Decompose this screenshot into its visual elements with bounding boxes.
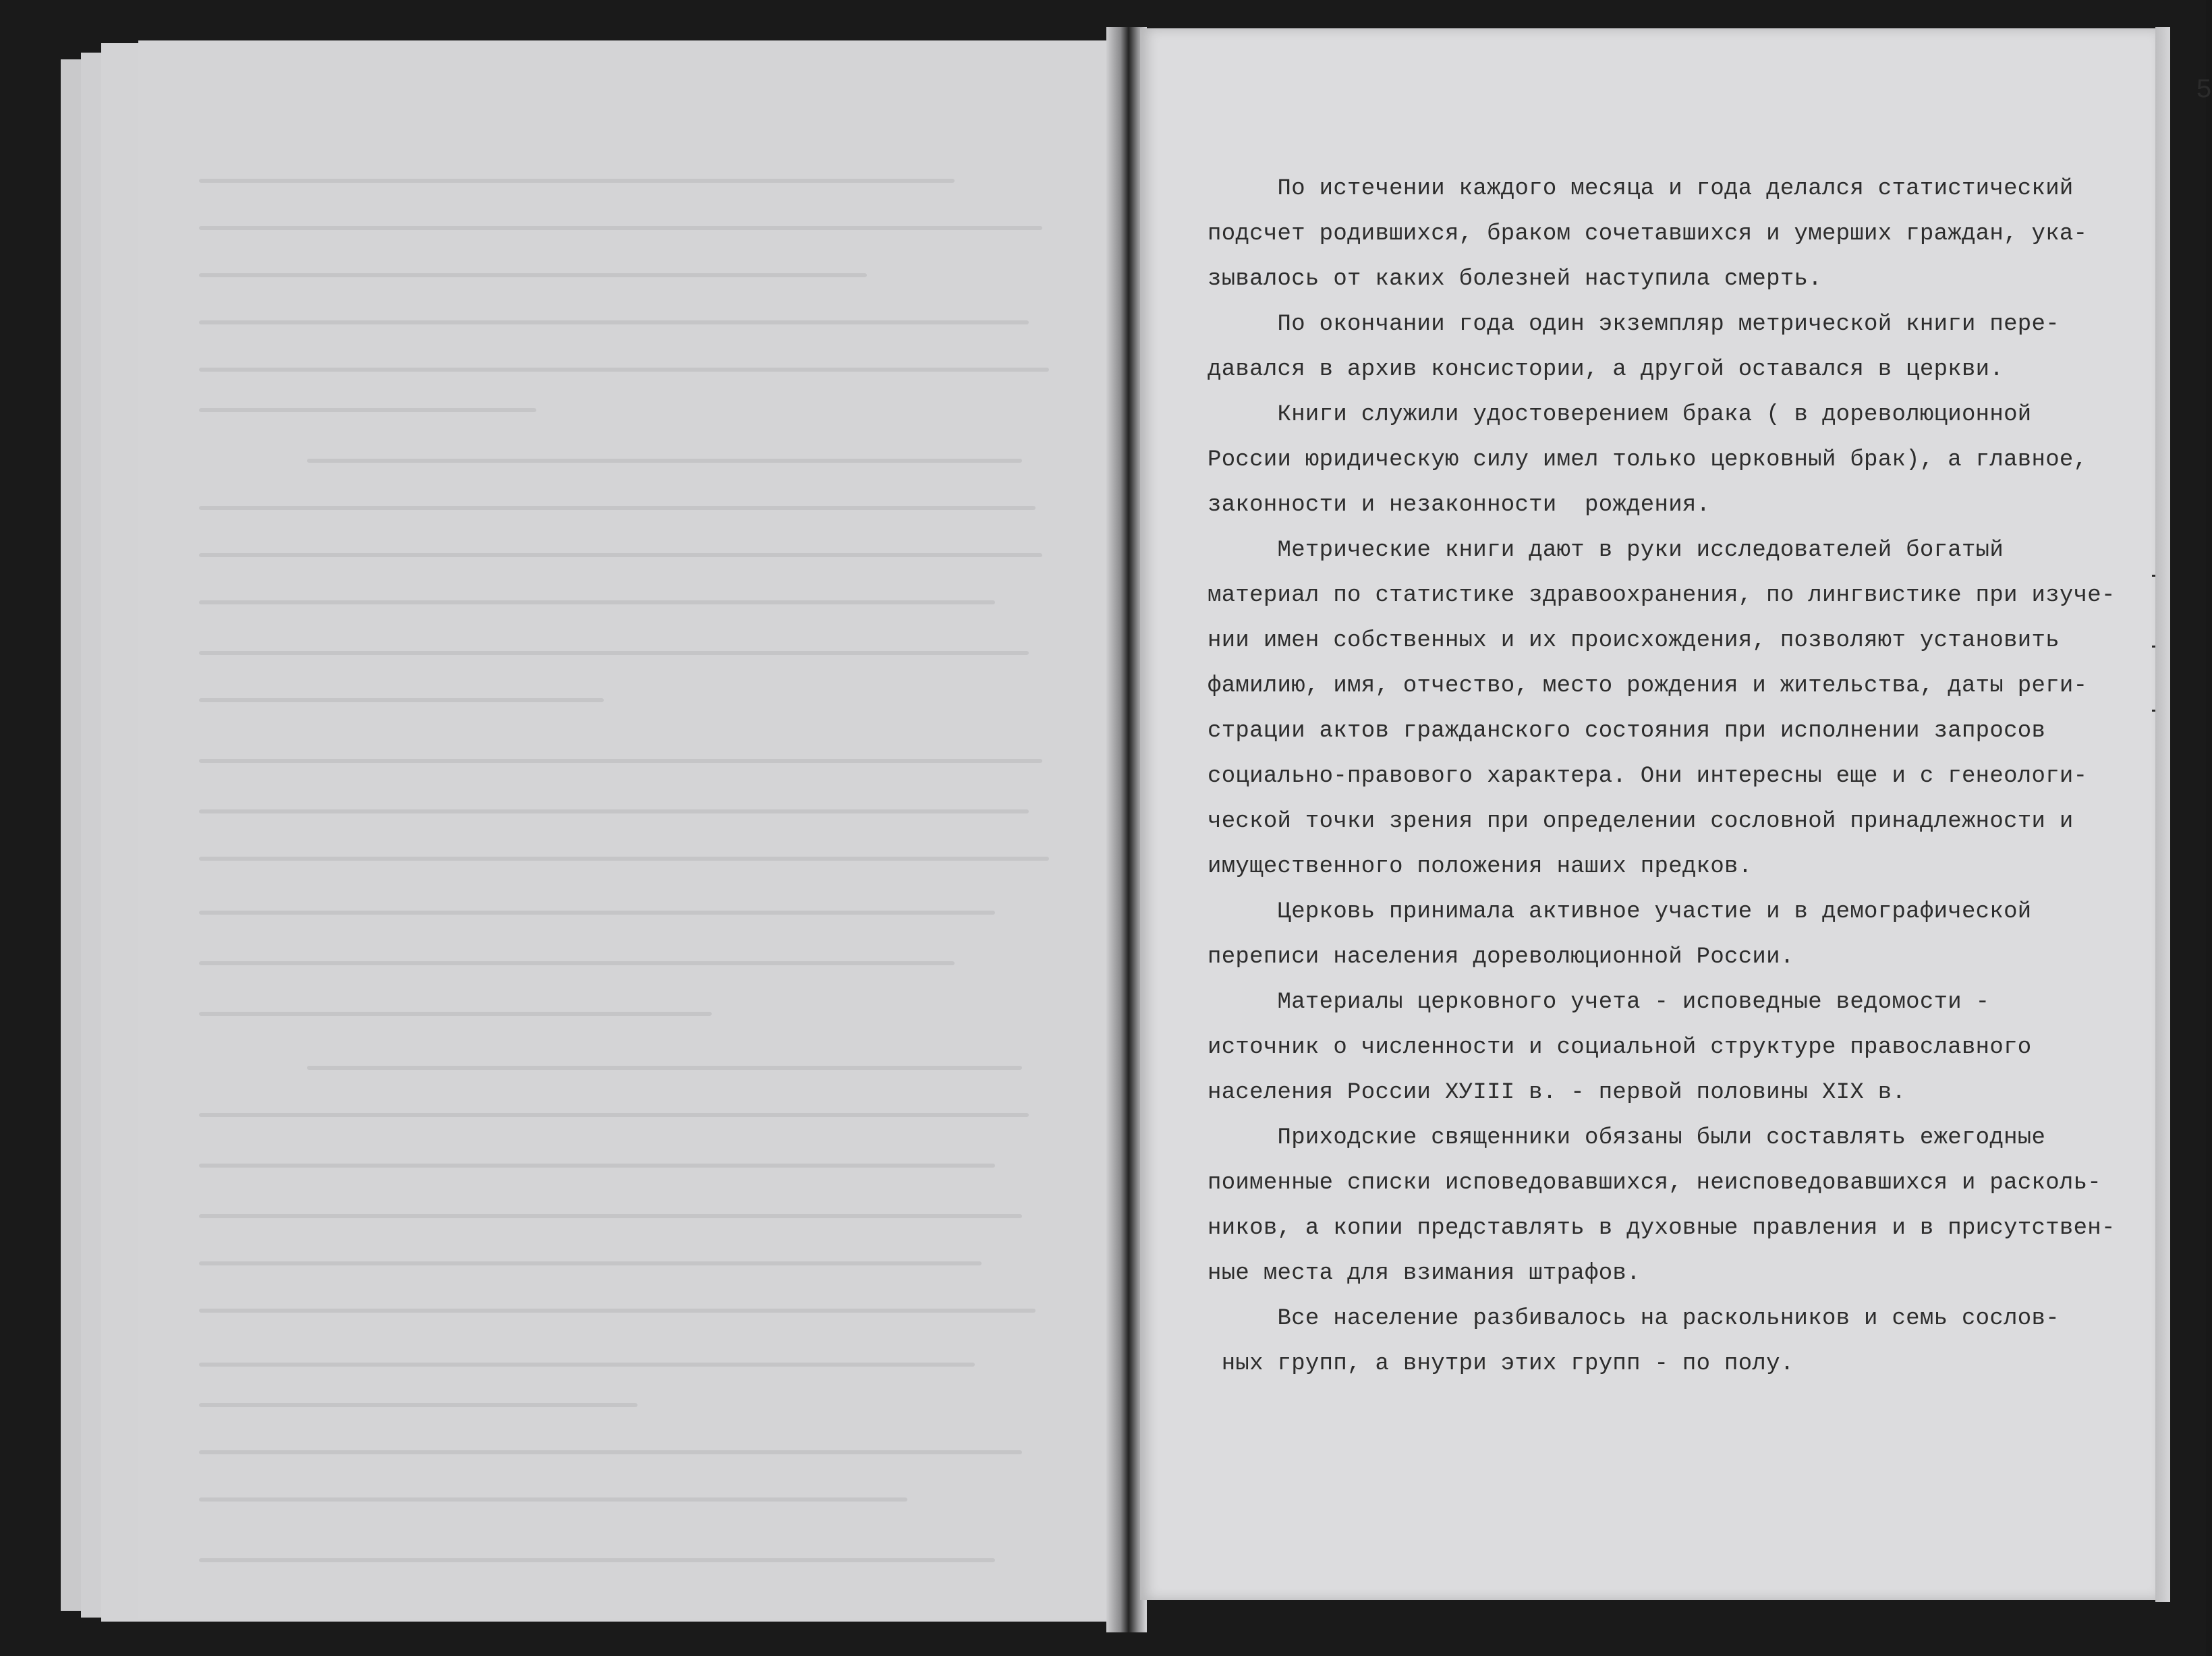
text-line: По окончании года один экземпляр метрической книги пере- [1208,312,2060,337]
text-line: ческой точки зрения при определении сословной принадлежности и [1208,809,2074,834]
text-line: Церковь принимала активное участие и в демографической [1208,899,2032,925]
text-line: социально-правового характера. Они интересны еще и с генеологи- [1208,764,2088,789]
text-line: страции актов гражданского состояния при исполнении запросов [1208,718,2046,744]
right-page [1140,28,2212,1600]
page-number: 5 [2196,76,2212,106]
text-line: давался в архив консистории, а другой оставался в церкви. [1208,357,2004,382]
text-line: фамилию, имя, отчество, место рождения и жительства, даты реги- [1208,673,2088,699]
show-through-text [138,40,1116,1619]
text-line: По истечении каждого месяца и года делался статистический [1208,176,2074,202]
text-line: имущественного положения наших предков. [1208,854,1753,880]
text-line: Приходские священники обязаны были составлять ежегодные [1208,1125,2046,1151]
text-line: Материалы церковного учета - исповедные ведомости - [1208,990,1990,1015]
text-line: Все население разбивалось на раскольников и семь сослов- [1208,1306,2060,1332]
text-line: зывалось от каких болезней наступила смерть. [1208,266,1822,292]
text-line: ников, а копии представлять в духовные правления и в присутствен- [1208,1216,2116,1241]
left-page [138,40,1116,1619]
text-line: подсчет родившихся, браком сочетавшихся и умерших граждан, ука- [1208,221,2088,247]
text-line: переписи населения дореволюционной России. [1208,944,1794,970]
text-line: ные места для взимания штрафов. [1208,1261,1641,1286]
text-line: населения России ХУIII в. - первой половины XIX в. [1208,1080,1906,1106]
text-line: Метрические книги дают в руки исследователей богатый [1208,538,2004,563]
body-text [1208,167,2138,1387]
text-line: поименные списки исповедовавшихся, неисповедовавшихся и расколь- [1208,1170,2102,1196]
text-line: законности и незаконности рождения. [1208,492,1711,518]
text-line: материал по статистике здравоохранения, по лингвистике при изуче- [1208,583,2116,608]
text-line: источник о численности и социальной структуре православного [1208,1035,2032,1060]
text-line: Книги служили удостоверением брака ( в дореволюционной [1208,402,2032,428]
text-line: России юридическую силу имел только церковный брак), а главное, [1208,447,2088,473]
text-line: нии имен собственных и их происхождения, позволяют установить [1208,628,2060,654]
page-edge [2155,27,2170,1602]
text-line: ных групп, а внутри этих групп - по полу. [1208,1351,1794,1377]
